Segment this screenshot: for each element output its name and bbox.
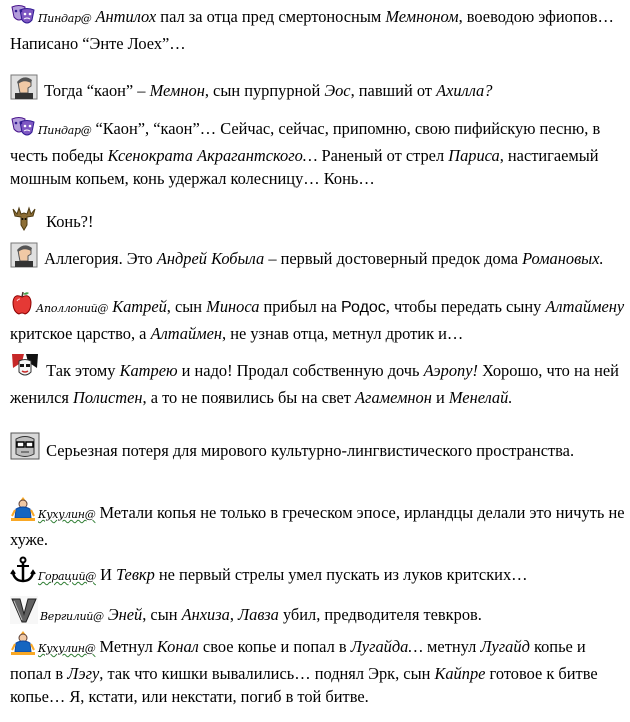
message-text: , а то не появились бы на свет — [142, 388, 351, 407]
message-text: , воеводою эфиопов… Написано “Энте Лоех”… — [10, 7, 614, 53]
message-text: не первый стрелы умел пускать из луков критских… — [158, 565, 528, 584]
message-text: метнул — [427, 637, 477, 656]
message-text: пал за отца пред смертоносным — [160, 7, 382, 26]
chat-entry-moose — [10, 205, 625, 237]
name-mention: Лугайда… — [350, 637, 423, 656]
name-mention: Аэропу! — [423, 361, 478, 380]
message-text: готовое к битве копье… Я, кстати, или некстати, погиб в той битве. — [10, 664, 598, 706]
man-profile-icon — [10, 242, 38, 274]
message-text: , настигаемый мошным копьем, конь удержал колесницу… Конь… — [10, 146, 599, 188]
chat-entry-cuchulainn-2 — [10, 630, 625, 708]
message-text: копье и попал в — [10, 637, 586, 683]
chat-entry-apollonius — [10, 290, 625, 345]
name-mention: Катрею — [119, 361, 178, 380]
name-mention: Алтаймену — [545, 297, 625, 316]
message-text: , так что кишки вывалились… поднял Эрк, сын — [99, 664, 431, 683]
message-text: , сын — [142, 605, 178, 624]
message-text: – первый достоверный предок дома — [268, 249, 518, 268]
message-text: критское царство, а — [10, 324, 147, 343]
name-mention: Ахилла? — [436, 81, 493, 100]
message-text: и надо! Продал собственную дочь — [181, 361, 420, 380]
message-text: , павший от — [350, 81, 432, 100]
name-mention: Эос — [324, 81, 351, 100]
virgil-v-icon — [10, 596, 38, 630]
chat-entry-glasses — [10, 432, 625, 466]
glasses-face-icon — [10, 432, 40, 466]
message-text: И — [100, 565, 112, 584]
message-text: , — [229, 605, 234, 624]
message-text: и — [436, 388, 445, 407]
name-mention: Полистен — [73, 388, 143, 407]
chat-entry-virgil — [10, 596, 625, 630]
warrior-icon — [10, 630, 36, 662]
message-text: , не узнав отца, метнул дротик и… — [222, 324, 464, 343]
chat-entry-cuchulainn-1 — [10, 496, 625, 551]
chat-entry-pindar-2 — [10, 116, 625, 190]
name-mention: Романовых. — [522, 249, 604, 268]
chat-entry-harlequin — [10, 352, 625, 409]
name-mention: Тевкр — [116, 565, 155, 584]
message-text: Конь?! — [46, 212, 94, 231]
name-mention: Мемнон — [149, 81, 205, 100]
harlequin-icon — [10, 352, 40, 386]
warrior-icon — [10, 496, 36, 528]
name-mention: Агамемнон — [355, 388, 432, 407]
name-mention: Ксенократа Акрагантского… — [107, 146, 318, 165]
message-text: Раненый от стрел — [317, 146, 445, 165]
message-text: Серьезная потеря для мирового культурно-лингвистического пространства. — [46, 441, 575, 460]
message-text: Метнул — [99, 637, 153, 656]
name-mention: Лугайд — [480, 637, 530, 656]
name-mention: Анхиза — [181, 605, 230, 624]
name-mention: Миноса — [206, 297, 260, 316]
message-text: Метали копья не только в греческом эпосе, ирландцы делали это ничуть не хуже. — [10, 503, 625, 549]
chat-entry-horace — [10, 556, 625, 590]
message-text: , сын пурпурной — [204, 81, 321, 100]
chat-entry-reader-1 — [10, 74, 625, 106]
message-text: Хорошо, что на ней женился — [10, 361, 619, 407]
nickname: Пиндар@ — [38, 12, 92, 25]
theater-masks-icon — [10, 4, 36, 32]
name-mention: Менелай. — [448, 388, 513, 407]
message-text: Тогда “каон” – — [44, 81, 146, 100]
chat-entry-pindar-1 — [10, 4, 625, 55]
nickname: Аполлоний@ — [36, 302, 109, 315]
anchor-icon — [10, 556, 36, 590]
apple-icon — [10, 290, 34, 322]
nickname: Кухулин@ — [38, 642, 96, 655]
nickname: Вергилий@ — [40, 610, 104, 623]
nickname: Кухулин@ — [38, 508, 96, 521]
chat-entry-reader-2 — [10, 242, 625, 274]
name-mention: Конал — [156, 637, 199, 656]
name-mention: Мемноном — [385, 7, 459, 26]
message-text: , сын — [166, 297, 203, 316]
name-mention: Париса — [448, 146, 500, 165]
name-mention: Антилох — [95, 7, 157, 26]
man-profile-icon — [10, 74, 38, 106]
nickname: Гораций@ — [38, 570, 96, 583]
message-text: Аллегория. Это — [44, 249, 153, 268]
name-mention: Алтаймен — [150, 324, 223, 343]
name-mention: Эней — [107, 605, 143, 624]
message-text: , чтобы передать сыну — [385, 297, 542, 316]
theater-masks-icon — [10, 116, 36, 144]
message-text: Так этому — [46, 361, 116, 380]
name-mention: Лавза — [238, 605, 279, 624]
nickname: Пиндар@ — [38, 124, 92, 137]
message-text: убил, предводителя тевкров. — [282, 605, 482, 624]
message-text: прибыл на — [263, 297, 337, 316]
name-mention: Андрей Кобыла — [156, 249, 265, 268]
name-mention: Кайпре — [434, 664, 486, 683]
moose-icon — [10, 205, 40, 237]
message-text: “Каон”, “каон”… Сейчас, сейчас, припомню, свою пифийскую песню, в честь победы — [10, 119, 601, 165]
name-mention: Катрей — [112, 297, 167, 316]
name-mention: Лэгу — [67, 664, 100, 683]
message-text: свое копье и попал в — [202, 637, 347, 656]
place-name: Родос — [341, 299, 386, 316]
